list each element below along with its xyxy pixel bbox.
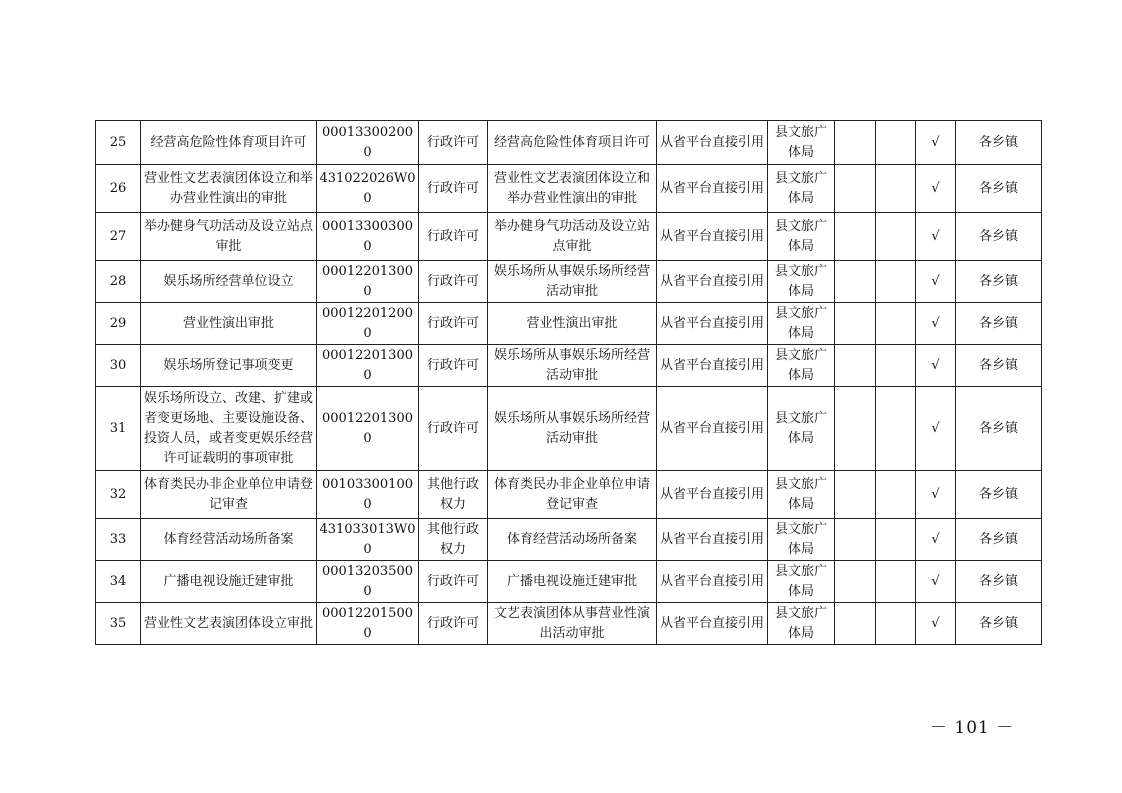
table-row bbox=[96, 561, 1042, 603]
row-number-cell: 27 bbox=[96, 213, 141, 261]
checkmark-cell: √ bbox=[916, 165, 956, 213]
source-cell: 从省平台直接引用 bbox=[657, 121, 768, 165]
blank-cell bbox=[835, 471, 876, 519]
item-type-cell: 行政许可 bbox=[419, 561, 488, 603]
scope-cell: 各乡镇 bbox=[956, 345, 1042, 387]
item-name-cell: 营业性文艺表演团体设立和举办营业性演出的审批 bbox=[141, 165, 317, 213]
scope-cell: 各乡镇 bbox=[956, 519, 1042, 561]
table-row bbox=[96, 387, 1042, 471]
blank-cell bbox=[876, 121, 916, 165]
table-row bbox=[96, 603, 1042, 645]
department-cell: 县文旅广体局 bbox=[768, 303, 835, 345]
source-cell: 从省平台直接引用 bbox=[657, 561, 768, 603]
sub-item-cell: 娱乐场所从事娱乐场所经营活动审批 bbox=[488, 261, 657, 303]
item-name-cell: 体育类民办非企业单位申请登记审查 bbox=[141, 471, 317, 519]
checkmark-cell: √ bbox=[916, 519, 956, 561]
checkmark-cell: √ bbox=[916, 121, 956, 165]
source-cell: 从省平台直接引用 bbox=[657, 603, 768, 645]
row-number-cell: 28 bbox=[96, 261, 141, 303]
item-type-cell: 行政许可 bbox=[419, 261, 488, 303]
item-type-cell: 行政许可 bbox=[419, 345, 488, 387]
item-name-cell: 娱乐场所经营单位设立 bbox=[141, 261, 317, 303]
blank-cell bbox=[876, 519, 916, 561]
table-row bbox=[96, 303, 1042, 345]
source-cell: 从省平台直接引用 bbox=[657, 471, 768, 519]
item-name-cell: 娱乐场所设立、改建、扩建或者变更场地、主要设施设备、投资人员，或者变更娱乐经营许可证载明的事项审批 bbox=[141, 387, 317, 471]
blank-cell bbox=[876, 213, 916, 261]
sub-item-cell: 文艺表演团体从事营业性演出活动审批 bbox=[488, 603, 657, 645]
item-type-cell: 行政许可 bbox=[419, 121, 488, 165]
sub-item-cell: 举办健身气功活动及设立站点审批 bbox=[488, 213, 657, 261]
item-code-cell: 000122012000 bbox=[317, 303, 419, 345]
scope-cell: 各乡镇 bbox=[956, 603, 1042, 645]
sub-item-cell: 经营高危险性体育项目许可 bbox=[488, 121, 657, 165]
source-cell: 从省平台直接引用 bbox=[657, 165, 768, 213]
source-cell: 从省平台直接引用 bbox=[657, 261, 768, 303]
item-name-cell: 经营高危险性体育项目许可 bbox=[141, 121, 317, 165]
department-cell: 县文旅广体局 bbox=[768, 261, 835, 303]
scope-cell: 各乡镇 bbox=[956, 303, 1042, 345]
source-cell: 从省平台直接引用 bbox=[657, 387, 768, 471]
item-type-cell: 其他行政权力 bbox=[419, 471, 488, 519]
scope-cell: 各乡镇 bbox=[956, 387, 1042, 471]
item-code-cell: 000133002000 bbox=[317, 121, 419, 165]
checkmark-cell: √ bbox=[916, 387, 956, 471]
scope-cell: 各乡镇 bbox=[956, 213, 1042, 261]
scope-cell: 各乡镇 bbox=[956, 471, 1042, 519]
table-row bbox=[96, 121, 1042, 165]
sub-item-cell: 娱乐场所从事娱乐场所经营活动审批 bbox=[488, 345, 657, 387]
department-cell: 县文旅广体局 bbox=[768, 387, 835, 471]
department-cell: 县文旅广体局 bbox=[768, 603, 835, 645]
blank-cell bbox=[835, 213, 876, 261]
checkmark-cell: √ bbox=[916, 303, 956, 345]
sub-item-cell: 营业性演出审批 bbox=[488, 303, 657, 345]
sub-item-cell: 体育类民办非企业单位申请登记审查 bbox=[488, 471, 657, 519]
checkmark-cell: √ bbox=[916, 345, 956, 387]
item-type-cell: 行政许可 bbox=[419, 603, 488, 645]
item-code-cell: 431022026W00 bbox=[317, 165, 419, 213]
blank-cell bbox=[876, 603, 916, 645]
table-row bbox=[96, 261, 1042, 303]
department-cell: 县文旅广体局 bbox=[768, 519, 835, 561]
blank-cell bbox=[835, 261, 876, 303]
row-number-cell: 32 bbox=[96, 471, 141, 519]
blank-cell bbox=[835, 603, 876, 645]
blank-cell bbox=[835, 561, 876, 603]
blank-cell bbox=[876, 345, 916, 387]
checkmark-cell: √ bbox=[916, 213, 956, 261]
blank-cell bbox=[876, 261, 916, 303]
items-table bbox=[95, 120, 1042, 645]
item-code-cell: 000132035000 bbox=[317, 561, 419, 603]
blank-cell bbox=[835, 121, 876, 165]
blank-cell bbox=[876, 165, 916, 213]
department-cell: 县文旅广体局 bbox=[768, 345, 835, 387]
sub-item-cell: 娱乐场所从事娱乐场所经营活动审批 bbox=[488, 387, 657, 471]
department-cell: 县文旅广体局 bbox=[768, 213, 835, 261]
blank-cell bbox=[835, 303, 876, 345]
sub-item-cell: 营业性文艺表演团体设立和举办营业性演出的审批 bbox=[488, 165, 657, 213]
department-cell: 县文旅广体局 bbox=[768, 165, 835, 213]
item-code-cell: 000122013000 bbox=[317, 387, 419, 471]
item-type-cell: 行政许可 bbox=[419, 387, 488, 471]
blank-cell bbox=[876, 303, 916, 345]
row-number-cell: 33 bbox=[96, 519, 141, 561]
blank-cell bbox=[835, 165, 876, 213]
item-type-cell: 行政许可 bbox=[419, 165, 488, 213]
source-cell: 从省平台直接引用 bbox=[657, 519, 768, 561]
checkmark-cell: √ bbox=[916, 603, 956, 645]
blank-cell bbox=[835, 345, 876, 387]
sub-item-cell: 广播电视设施迁建审批 bbox=[488, 561, 657, 603]
scope-cell: 各乡镇 bbox=[956, 261, 1042, 303]
item-code-cell: 000122013000 bbox=[317, 261, 419, 303]
table-row bbox=[96, 519, 1042, 561]
scope-cell: 各乡镇 bbox=[956, 165, 1042, 213]
item-type-cell: 行政许可 bbox=[419, 303, 488, 345]
table-row bbox=[96, 471, 1042, 519]
item-code-cell: 000122013000 bbox=[317, 345, 419, 387]
item-code-cell: 001033001000 bbox=[317, 471, 419, 519]
source-cell: 从省平台直接引用 bbox=[657, 303, 768, 345]
item-name-cell: 体育经营活动场所备案 bbox=[141, 519, 317, 561]
item-code-cell: 000122015000 bbox=[317, 603, 419, 645]
item-name-cell: 娱乐场所登记事项变更 bbox=[141, 345, 317, 387]
page-number: － 101 － bbox=[930, 718, 1015, 738]
row-number-cell: 29 bbox=[96, 303, 141, 345]
table-row bbox=[96, 165, 1042, 213]
department-cell: 县文旅广体局 bbox=[768, 471, 835, 519]
department-cell: 县文旅广体局 bbox=[768, 121, 835, 165]
blank-cell bbox=[835, 519, 876, 561]
blank-cell bbox=[876, 561, 916, 603]
checkmark-cell: √ bbox=[916, 561, 956, 603]
item-name-cell: 广播电视设施迁建审批 bbox=[141, 561, 317, 603]
item-type-cell: 其他行政权力 bbox=[419, 519, 488, 561]
blank-cell bbox=[835, 387, 876, 471]
item-type-cell: 行政许可 bbox=[419, 213, 488, 261]
source-cell: 从省平台直接引用 bbox=[657, 345, 768, 387]
row-number-cell: 31 bbox=[96, 387, 141, 471]
table-body bbox=[96, 121, 1042, 645]
item-name-cell: 营业性文艺表演团体设立审批 bbox=[141, 603, 317, 645]
scope-cell: 各乡镇 bbox=[956, 121, 1042, 165]
item-name-cell: 营业性演出审批 bbox=[141, 303, 317, 345]
item-code-cell: 431033013W00 bbox=[317, 519, 419, 561]
row-number-cell: 26 bbox=[96, 165, 141, 213]
source-cell: 从省平台直接引用 bbox=[657, 213, 768, 261]
sub-item-cell: 体育经营活动场所备案 bbox=[488, 519, 657, 561]
row-number-cell: 30 bbox=[96, 345, 141, 387]
item-code-cell: 000133003000 bbox=[317, 213, 419, 261]
row-number-cell: 25 bbox=[96, 121, 141, 165]
checkmark-cell: √ bbox=[916, 471, 956, 519]
table-row bbox=[96, 345, 1042, 387]
scope-cell: 各乡镇 bbox=[956, 561, 1042, 603]
department-cell: 县文旅广体局 bbox=[768, 561, 835, 603]
table-row bbox=[96, 213, 1042, 261]
row-number-cell: 35 bbox=[96, 603, 141, 645]
blank-cell bbox=[876, 471, 916, 519]
item-name-cell: 举办健身气功活动及设立站点审批 bbox=[141, 213, 317, 261]
checkmark-cell: √ bbox=[916, 261, 956, 303]
row-number-cell: 34 bbox=[96, 561, 141, 603]
document-sheet bbox=[95, 120, 1041, 645]
blank-cell bbox=[876, 387, 916, 471]
